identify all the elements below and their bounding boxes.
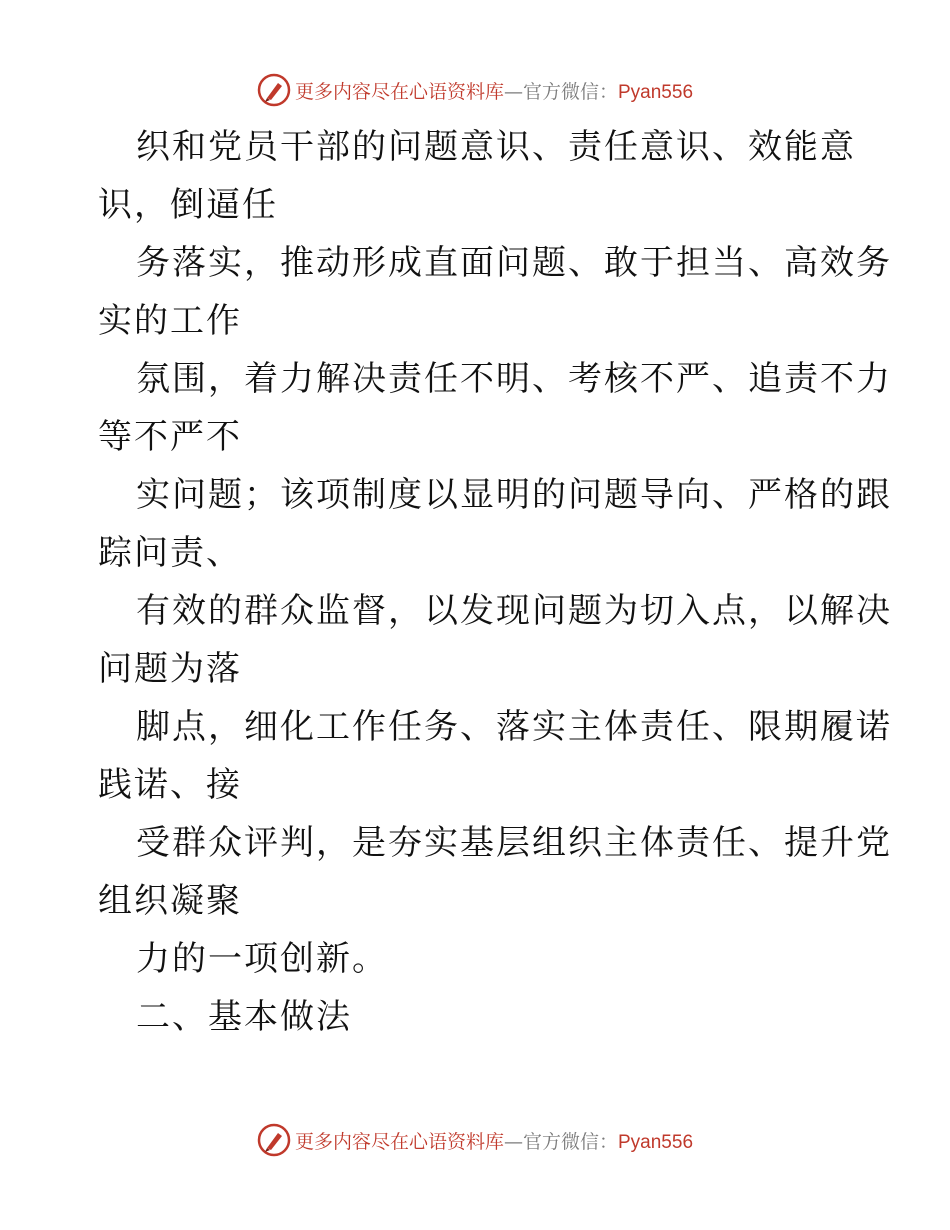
text-line: 实的工作: [98, 301, 242, 341]
pen-logo-icon: [257, 1123, 291, 1157]
text-line: 受群众评判，是夯实基层组织主体责任、提升党: [136, 823, 892, 863]
pen-logo-icon: [257, 73, 291, 107]
text-line: 问题为落: [98, 649, 242, 689]
footer-watermark: [0, 1120, 950, 1160]
text-line: 等不严不: [98, 417, 242, 457]
text-line: 力的一项创新。: [136, 939, 388, 979]
text-line: 氛围，着力解决责任不明、考核不严、追责不力: [136, 359, 892, 399]
section-heading: 二、基本做法: [136, 997, 352, 1037]
watermark-text: [295, 77, 693, 104]
watermark-text: [295, 1127, 693, 1154]
document-body: [98, 118, 892, 1046]
watermark-brand: 更多内容尽在心语资料库: [294, 80, 504, 103]
text-line: 务落实，推动形成直面问题、敢于担当、高效务: [136, 243, 892, 283]
watermark-handle: Pyan556: [618, 1131, 694, 1153]
text-line: 脚点，细化工作任务、落实主体责任、限期履诺: [136, 707, 892, 747]
text-line: 织和党员干部的问题意识、责任意识、效能意: [136, 127, 856, 167]
text-line: 践诺、接: [98, 765, 242, 805]
text-line: 识，倒逼任: [98, 185, 278, 225]
watermark-separator: —: [503, 1130, 523, 1153]
header-watermark: [0, 70, 950, 110]
watermark-official: 官方微信：: [522, 80, 618, 103]
watermark-separator: —: [503, 80, 523, 103]
watermark-official: 官方微信：: [522, 1130, 618, 1153]
watermark-handle: Pyan556: [618, 81, 694, 103]
text-line: 实问题；该项制度以显明的问题导向、严格的跟: [136, 475, 892, 515]
text-line: 有效的群众监督，以发现问题为切入点，以解决: [136, 591, 892, 631]
watermark-brand: 更多内容尽在心语资料库: [294, 1130, 504, 1153]
text-line: 组织凝聚: [98, 881, 242, 921]
text-line: 踪问责、: [98, 533, 242, 573]
